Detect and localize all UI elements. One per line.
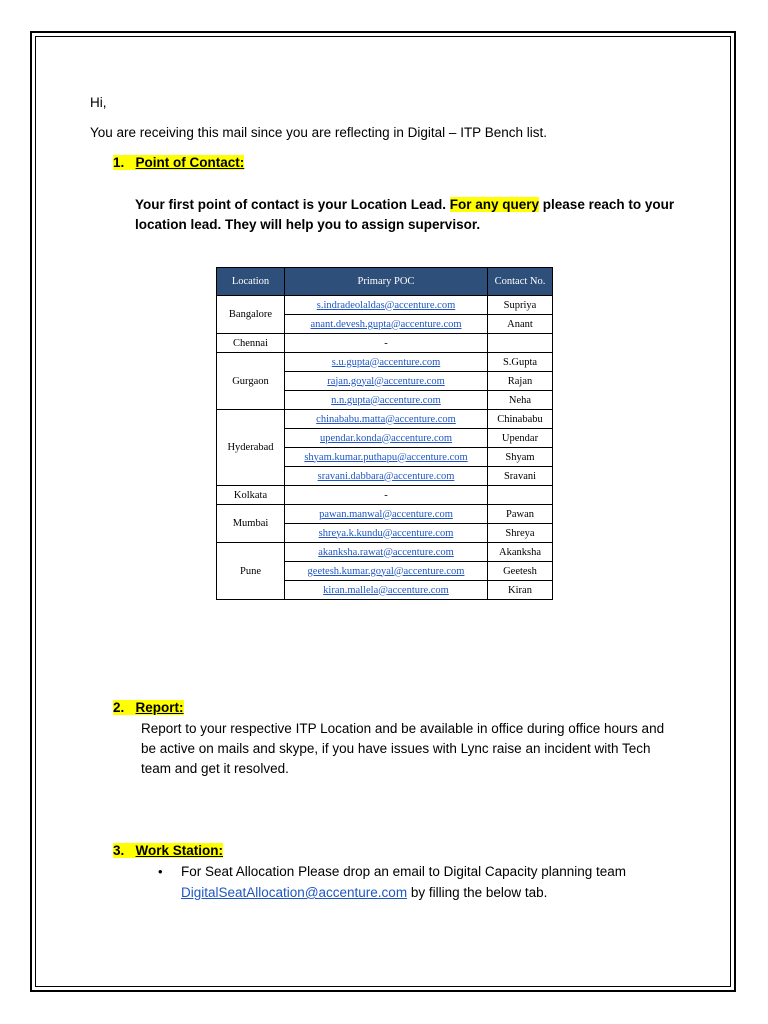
location-cell: Mumbai bbox=[217, 505, 285, 543]
section2-line: Report to your respective ITP Location and be available in office during office hours and bbox=[141, 721, 665, 736]
email-link[interactable]: upendar.konda@accenture.com bbox=[285, 429, 488, 448]
email-cell: - bbox=[285, 334, 488, 353]
email-link[interactable]: n.n.gupta@accenture.com bbox=[285, 391, 488, 410]
email-link[interactable]: shreya.k.kundu@accenture.com bbox=[285, 524, 488, 543]
email-link[interactable]: akanksha.rawat@accenture.com bbox=[285, 543, 488, 562]
greeting: Hi, bbox=[90, 95, 107, 110]
section1-line2: location lead. They will help you to assign supervisor. bbox=[135, 217, 481, 232]
section1-highlight: For any query bbox=[449, 197, 540, 212]
poc-table bbox=[216, 267, 553, 600]
section3-bullet-line2 bbox=[181, 883, 547, 903]
contact-name: Akanksha bbox=[488, 543, 553, 562]
contact-name: Supriya bbox=[488, 296, 553, 315]
table-row bbox=[217, 486, 553, 505]
contact-name bbox=[488, 486, 553, 505]
section2-line: be active on mails and skype, if you have issues with Lync raise an incident with Tech bbox=[141, 741, 651, 756]
section2-title: Report: bbox=[135, 700, 184, 715]
email-cell: - bbox=[285, 486, 488, 505]
contact-name: Rajan bbox=[488, 372, 553, 391]
section3-title: Work Station: bbox=[135, 843, 224, 858]
section1-number: 1. bbox=[113, 155, 125, 170]
email-link[interactable]: pawan.manwal@accenture.com bbox=[285, 505, 488, 524]
section3-bullet-line2-text: by filling the below tab. bbox=[407, 885, 548, 900]
section1-heading bbox=[113, 153, 244, 173]
location-cell: Chennai bbox=[217, 334, 285, 353]
contact-name: Pawan bbox=[488, 505, 553, 524]
contact-name: S.Gupta bbox=[488, 353, 553, 372]
section3-bullet-line1: For Seat Allocation Please drop an email to Digital Capacity planning team bbox=[181, 864, 626, 879]
table-row bbox=[217, 505, 553, 524]
header-location: Location bbox=[217, 268, 285, 296]
location-cell: Pune bbox=[217, 543, 285, 600]
contact-name: Kiran bbox=[488, 581, 553, 600]
section1-line1 bbox=[135, 195, 674, 215]
contact-name: Anant bbox=[488, 315, 553, 334]
section2-heading bbox=[113, 698, 184, 718]
contact-name: Geetesh bbox=[488, 562, 553, 581]
email-link[interactable]: s.indradeolaldas@accenture.com bbox=[285, 296, 488, 315]
header-contact: Contact No. bbox=[488, 268, 553, 296]
contact-name bbox=[488, 334, 553, 353]
section1-title: Point of Contact: bbox=[135, 155, 245, 170]
table-row bbox=[217, 410, 553, 429]
bullet-icon: • bbox=[158, 864, 163, 879]
email-link[interactable]: shyam.kumar.puthapu@accenture.com bbox=[285, 448, 488, 467]
section2-line: team and get it resolved. bbox=[141, 761, 289, 776]
contact-name: Neha bbox=[488, 391, 553, 410]
table-row bbox=[217, 296, 553, 315]
contact-name: Shyam bbox=[488, 448, 553, 467]
contact-name: Shreya bbox=[488, 524, 553, 543]
contact-name: Chinababu bbox=[488, 410, 553, 429]
table-row bbox=[217, 353, 553, 372]
section3-number: 3. bbox=[113, 843, 125, 858]
email-link[interactable]: kiran.mallela@accenture.com bbox=[285, 581, 488, 600]
section2-number: 2. bbox=[113, 700, 125, 715]
seat-allocation-email-link[interactable]: DigitalSeatAllocation@accenture.com bbox=[181, 885, 408, 900]
location-cell: Bangalore bbox=[217, 296, 285, 334]
email-link[interactable]: s.u.gupta@accenture.com bbox=[285, 353, 488, 372]
intro-text: You are receiving this mail since you are reflecting in Digital – ITP Bench list. bbox=[90, 125, 547, 140]
location-cell: Hyderabad bbox=[217, 410, 285, 486]
location-cell: Kolkata bbox=[217, 486, 285, 505]
email-link[interactable]: chinababu.matta@accenture.com bbox=[285, 410, 488, 429]
table-row bbox=[217, 543, 553, 562]
section1-line1-text: Your first point of contact is your Location Lead. bbox=[135, 197, 450, 212]
contact-name: Upendar bbox=[488, 429, 553, 448]
email-link[interactable]: geetesh.kumar.goyal@accenture.com bbox=[285, 562, 488, 581]
section1-line1-rest: please reach to your bbox=[539, 197, 675, 212]
section3-heading bbox=[113, 841, 223, 861]
email-link[interactable]: rajan.goyal@accenture.com bbox=[285, 372, 488, 391]
table-row bbox=[217, 334, 553, 353]
email-link[interactable]: anant.devesh.gupta@accenture.com bbox=[285, 315, 488, 334]
email-link[interactable]: sravani.dabbara@accenture.com bbox=[285, 467, 488, 486]
contact-name: Sravani bbox=[488, 467, 553, 486]
header-primary-poc: Primary POC bbox=[285, 268, 488, 296]
location-cell: Gurgaon bbox=[217, 353, 285, 410]
